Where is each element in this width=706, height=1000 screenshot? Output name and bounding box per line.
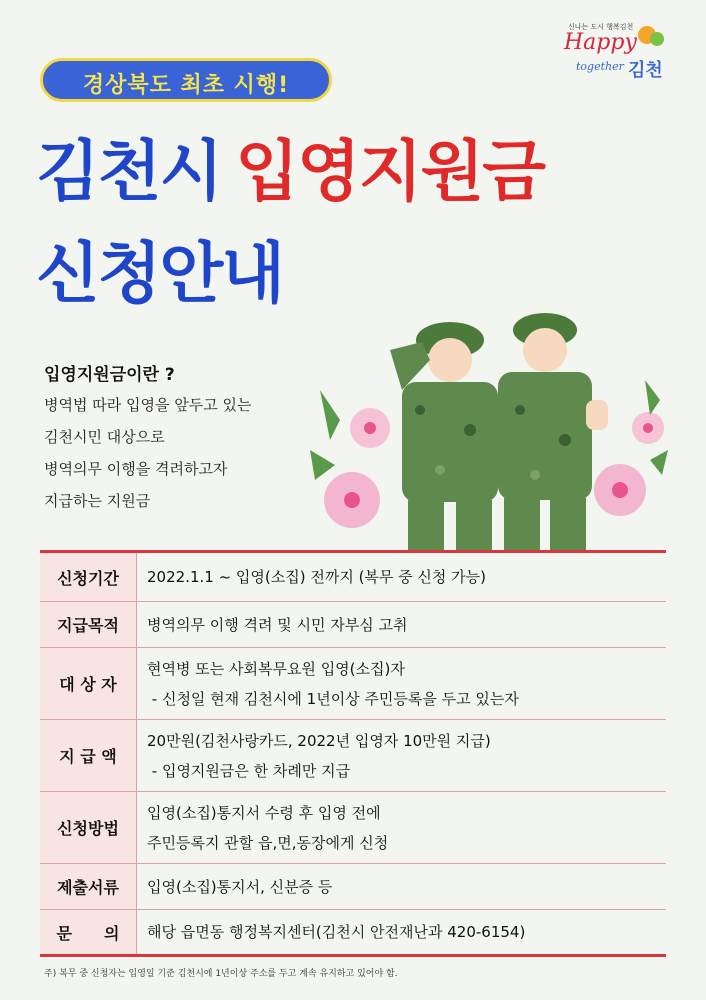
page-title-line1 <box>36 118 544 213</box>
table-row <box>40 648 666 720</box>
value-line: 20만원(김천사랑카드, 2022년 입영자 10만원 지급) <box>147 731 491 750</box>
row-value <box>137 864 667 910</box>
page-title-line2: 신청안내 <box>36 235 284 312</box>
soldier-thumbs-up <box>498 313 608 550</box>
row-value <box>137 552 667 602</box>
table-row <box>40 602 666 648</box>
table-row <box>40 792 666 864</box>
value-line: 입영(소집)통지서, 신분증 등 <box>147 877 333 896</box>
row-value <box>137 792 667 864</box>
intro-line: 병역법 따라 입영을 앞두고 있는 <box>44 396 252 414</box>
badge-text: 경상북도 최초 시행! <box>82 73 290 98</box>
info-table <box>40 550 666 957</box>
intro-heading: 입영지원금이란 ? <box>44 365 175 385</box>
value-line: 주민등록지 관할 읍,면,동장에게 신청 <box>147 833 389 852</box>
row-label: 대 상 자 <box>40 648 137 720</box>
value-line: - 입영지원금은 한 차례만 지급 <box>147 761 351 780</box>
title-city: 김천시 <box>36 133 222 210</box>
row-label: 신청기간 <box>40 552 137 602</box>
row-value <box>137 910 667 956</box>
city-logo <box>560 22 670 82</box>
logo-tagline: 신나는 도시 행복김천 <box>568 23 634 31</box>
row-value <box>137 720 667 792</box>
table-row <box>40 552 666 602</box>
intro-line: 지급하는 지원금 <box>44 492 151 510</box>
value-line: 2022.1.1 ~ 입영(소집) 전까지 (복무 중 신청 가능) <box>147 568 487 586</box>
footnote: 주) 복무 중 신청자는 입영일 기준 김천시에 1년이상 주소를 두고 계속 유지하고 있어야 함. <box>44 969 398 979</box>
logo-city: 김천 <box>628 60 663 81</box>
value-line: 해당 읍면동 행정복지센터(김천시 안전재난과 420-6154) <box>147 923 526 941</box>
soldiers-illustration <box>290 300 706 550</box>
row-label: 지 급 액 <box>40 720 137 792</box>
logo-together: together <box>576 60 624 73</box>
table-row <box>40 720 666 792</box>
row-label: 신청방법 <box>40 792 137 864</box>
flower-left <box>310 390 390 528</box>
title-grant: 입영지원금 <box>235 133 545 210</box>
value-line: 병역의무 이행 격려 및 시민 자부심 고취 <box>147 615 408 634</box>
value-line: - 신청일 현재 김천시에 1년이상 주민등록을 두고 있는자 <box>147 689 519 708</box>
intro-line: 김천시민 대상으로 <box>44 428 165 446</box>
intro-line: 병역의무 이행을 격려하고자 <box>44 460 228 478</box>
row-label: 제출서류 <box>40 864 137 910</box>
logo-leaf-icon <box>650 32 664 46</box>
row-label: 문 의 <box>40 910 137 956</box>
value-line: 현역병 또는 사회복무요원 입영(소집)자 <box>147 659 405 678</box>
first-in-province-badge <box>40 58 332 102</box>
row-value <box>137 602 667 648</box>
flower-right <box>594 380 668 516</box>
table-row <box>40 910 666 956</box>
value-line: 입영(소집)통지서 수령 후 입영 전에 <box>147 803 381 822</box>
soldier-saluting <box>390 322 498 550</box>
row-label: 지급목적 <box>40 602 137 648</box>
logo-happy: Happy <box>564 30 637 55</box>
row-value <box>137 648 667 720</box>
table-row <box>40 864 666 910</box>
